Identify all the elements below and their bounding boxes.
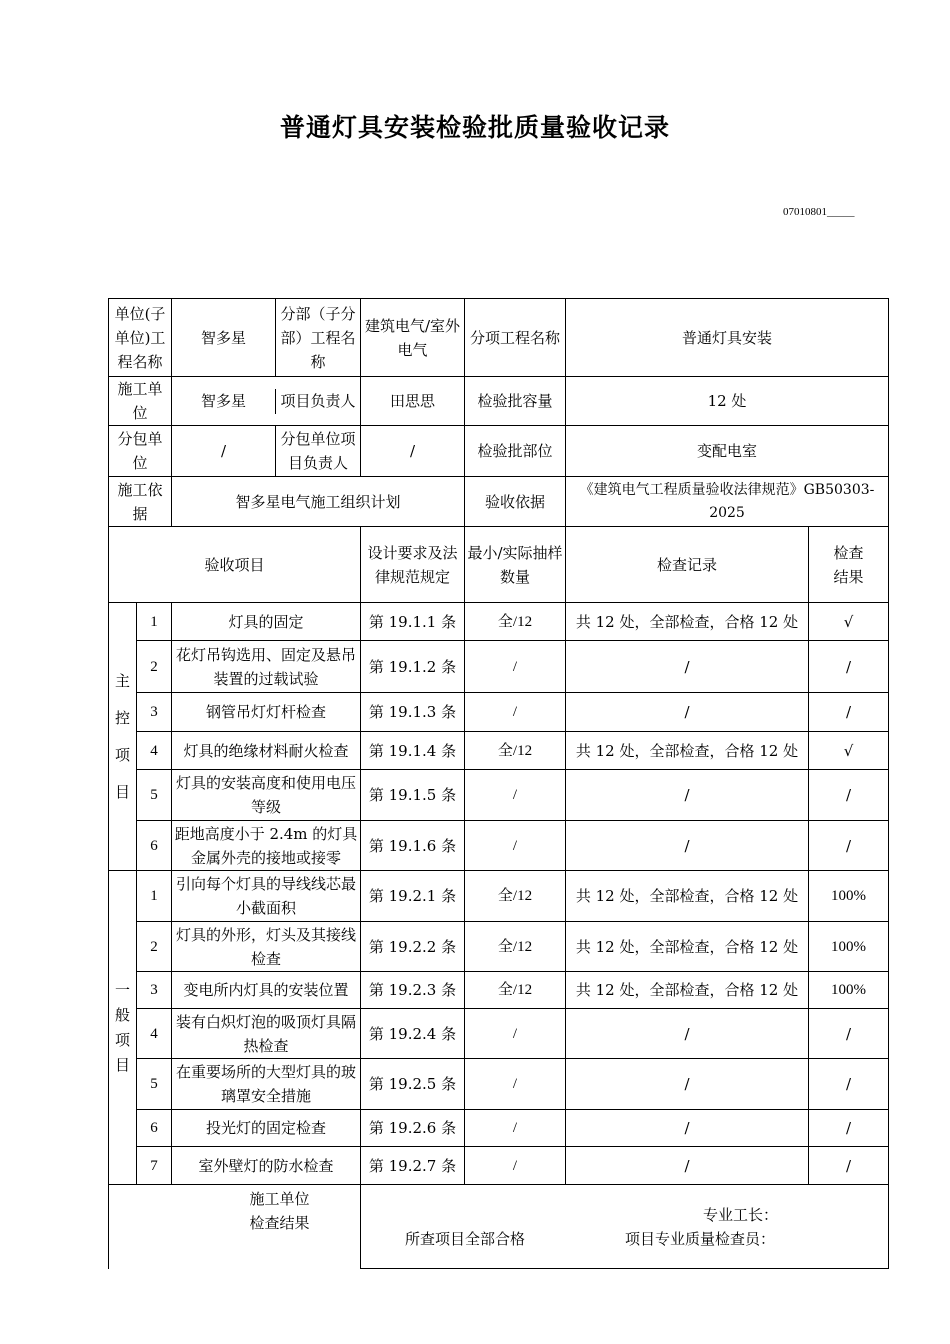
item-result: /	[809, 1059, 889, 1110]
item-sample: /	[465, 1110, 566, 1147]
item-no: 5	[137, 1059, 172, 1110]
item-result: /	[809, 1147, 889, 1185]
item-label: 分项工程名称	[465, 299, 566, 377]
item-result: /	[809, 641, 889, 693]
conclusion-text: 所查项目全部合格	[405, 1230, 526, 1248]
table-row	[109, 732, 889, 770]
item-sample: 全/12	[465, 732, 566, 770]
item-result: √	[809, 732, 889, 770]
table-row	[109, 871, 889, 922]
item-result: /	[809, 1110, 889, 1147]
item-record: /	[566, 821, 809, 871]
item-spec: 第 19.2.7 条	[361, 1147, 465, 1185]
sub-pm-label: 分包单位项目负责人	[280, 430, 356, 472]
item-no: 5	[137, 770, 172, 821]
item-no: 2	[137, 922, 172, 972]
col-result: 检查结果	[809, 527, 889, 603]
item-record: 共 12 处，全部检查，合格 12 处	[566, 732, 809, 770]
footer-label-line2: 检查结果	[249, 1214, 310, 1232]
item-record: /	[566, 770, 809, 821]
item-result: /	[809, 821, 889, 871]
item-record: /	[566, 1059, 809, 1110]
constructor-value: 智多星	[172, 389, 276, 414]
unit-value-cell: 智多星	[172, 299, 276, 376]
item-no: 7	[137, 1147, 172, 1185]
item-record: 共 12 处，全部检查，合格 12 处	[566, 922, 809, 972]
item-no: 4	[137, 1009, 172, 1059]
item-spec: 第 19.2.5 条	[361, 1059, 465, 1110]
subcontractor-label: 分包单位	[109, 426, 172, 477]
item-record: /	[566, 1147, 809, 1185]
header-row-subcontractor	[109, 426, 889, 477]
item-record: /	[566, 1110, 809, 1147]
table-row	[109, 641, 889, 693]
item-sample: /	[465, 821, 566, 871]
item-sample: /	[465, 641, 566, 693]
header-row-project	[109, 299, 889, 377]
item-no: 1	[137, 871, 172, 922]
item-result: √	[809, 603, 889, 641]
col-item: 验收项目	[109, 527, 361, 603]
footer-label	[109, 1185, 361, 1269]
item-spec: 第 19.2.4 条	[361, 1009, 465, 1059]
col-spec: 设计要求及法律规范规定	[361, 527, 465, 603]
item-record: 共 12 处，全部检查，合格 12 处	[566, 603, 809, 641]
document-title: 普通灯具安装检验批质量验收记录	[279, 113, 670, 142]
document-code: 07010801_____	[783, 206, 855, 218]
item-no: 3	[137, 972, 172, 1009]
item-spec: 第 19.1.1 条	[361, 603, 465, 641]
item-name: 花灯吊钩选用、固定及悬吊装置的过载试验	[172, 641, 361, 693]
item-name: 灯具的外形，灯头及其接线检查	[172, 922, 361, 972]
item-record: 共 12 处，全部检查，合格 12 处	[566, 972, 809, 1009]
item-sample: /	[465, 1009, 566, 1059]
item-name: 灯具的安装高度和使用电压等级	[172, 770, 361, 821]
item-sample: /	[465, 1059, 566, 1110]
item-record: /	[566, 693, 809, 732]
item-result: 100%	[809, 922, 889, 972]
basis-label: 施工依据	[109, 477, 172, 527]
inspector-label: 项目专业质量检查员：	[625, 1230, 776, 1248]
capacity-label: 检验批容量	[465, 377, 566, 426]
basis-value: 智多星电气施工组织计划	[172, 477, 465, 527]
col-record: 检查记录	[566, 527, 809, 603]
footer-signature-area	[361, 1185, 889, 1269]
item-no: 4	[137, 732, 172, 770]
item-name: 引向每个灯具的导线线芯最小截面积	[172, 871, 361, 922]
unit-value	[172, 299, 361, 377]
item-name: 在重要场所的大型灯具的玻璃罩安全措施	[172, 1059, 361, 1110]
item-sample: 全/12	[465, 972, 566, 1009]
table-row	[109, 1147, 889, 1185]
location-label: 检验批部位	[465, 426, 566, 477]
acceptance-basis-label: 验收依据	[465, 477, 566, 527]
item-name: 距地高度小于 2.4m 的灯具金属外壳的接地或接零	[172, 821, 361, 871]
table-row	[109, 770, 889, 821]
item-name: 钢管吊灯灯杆检查	[172, 693, 361, 732]
sub-value: 建筑电气/室外电气	[361, 299, 465, 377]
table-row	[109, 972, 889, 1009]
table-row	[109, 922, 889, 972]
header-row-basis	[109, 477, 889, 527]
item-sample: /	[465, 770, 566, 821]
item-spec: 第 19.1.5 条	[361, 770, 465, 821]
item-sample: 全/12	[465, 922, 566, 972]
col-sample: 最小/实际抽样数量	[465, 527, 566, 603]
pm-label: 项目负责人	[280, 392, 356, 410]
item-name: 投光灯的固定检查	[172, 1110, 361, 1147]
item-sample: 全/12	[465, 871, 566, 922]
capacity-value: 12 处	[566, 377, 889, 426]
item-sample: /	[465, 1147, 566, 1185]
item-sample: 全/12	[465, 603, 566, 641]
subcontractor-value: /	[172, 426, 276, 476]
item-no: 6	[137, 1110, 172, 1147]
acceptance-basis-value: 《建筑电气工程质量验收法律规范》GB50303-2025	[566, 477, 889, 527]
item-name: 变电所内灯具的安装位置	[172, 972, 361, 1009]
item-result: /	[809, 770, 889, 821]
item-spec: 第 19.2.6 条	[361, 1110, 465, 1147]
item-result: /	[809, 693, 889, 732]
table-row	[109, 1009, 889, 1059]
inspection-record-table	[108, 298, 889, 1269]
footer-label-line1: 施工单位	[249, 1190, 310, 1208]
header-row-constructor	[109, 377, 889, 426]
location-value: 变配电室	[566, 426, 889, 477]
item-record: 共 12 处，全部检查，合格 12 处	[566, 871, 809, 922]
item-sample: /	[465, 693, 566, 732]
sub-label: 分部（子分部）工程名称	[280, 304, 356, 371]
item-spec: 第 19.2.1 条	[361, 871, 465, 922]
item-name: 灯具的固定	[172, 603, 361, 641]
table-row	[109, 603, 889, 641]
item-result: /	[809, 1009, 889, 1059]
item-name: 装有白炽灯泡的吸顶灯具隔热检查	[172, 1009, 361, 1059]
unit-label: 单位(子单位)工程名称	[109, 299, 172, 377]
foreman-label: 专业工长：	[703, 1206, 779, 1224]
item-result: 100%	[809, 871, 889, 922]
sub-pm-value: /	[361, 426, 465, 477]
item-spec: 第 19.1.6 条	[361, 821, 465, 871]
general-group-label: 一 般 项 目	[109, 871, 137, 1185]
footer-row	[109, 1185, 889, 1269]
item-no: 3	[137, 693, 172, 732]
item-spec: 第 19.2.2 条	[361, 922, 465, 972]
constructor-label: 施工单位	[109, 377, 172, 426]
table-row	[109, 821, 889, 871]
table-row	[109, 1110, 889, 1147]
item-no: 1	[137, 603, 172, 641]
item-name: 灯具的绝缘材料耐火检查	[172, 732, 361, 770]
item-spec: 第 19.1.2 条	[361, 641, 465, 693]
item-no: 6	[137, 821, 172, 871]
main-control-group-label: 主 控 项 目	[109, 603, 137, 871]
item-value: 普通灯具安装	[566, 299, 889, 377]
table-row	[109, 693, 889, 732]
item-no: 2	[137, 641, 172, 693]
column-header-row	[109, 527, 889, 603]
item-spec: 第 19.1.4 条	[361, 732, 465, 770]
table-row	[109, 1059, 889, 1110]
item-record: /	[566, 641, 809, 693]
item-spec: 第 19.2.3 条	[361, 972, 465, 1009]
item-name: 室外壁灯的防水检查	[172, 1147, 361, 1185]
item-record: /	[566, 1009, 809, 1059]
item-result: 100%	[809, 972, 889, 1009]
item-spec: 第 19.1.3 条	[361, 693, 465, 732]
pm-value: 田思思	[361, 377, 465, 426]
